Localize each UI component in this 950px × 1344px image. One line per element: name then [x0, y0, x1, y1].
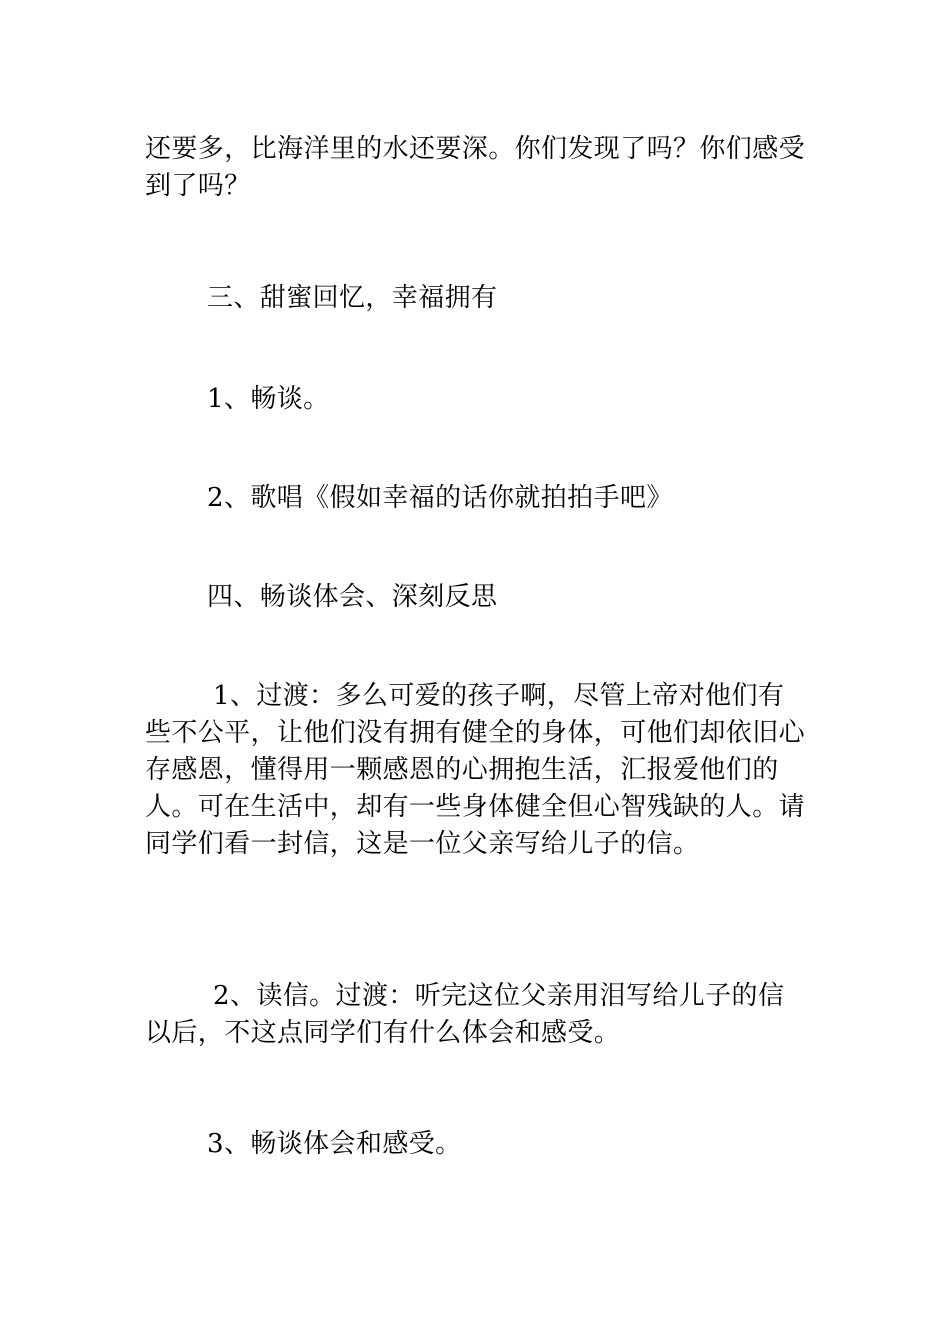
- section-heading-4: 四、畅谈体会、深刻反思: [207, 582, 498, 612]
- list-item-1-transition: 1、过渡：多么可爱的孩子啊，尽管上帝对他们有些不公平，让他们没有拥有健全的身体，可他们却依旧心存感恩，懂得用一颗感恩的心拥抱生活，汇报爱他们的人。可在生活中，却有一些身体健全但心智残缺的人。请同学们看一封信，这是一位父亲写给儿子的信。: [145, 681, 806, 859]
- list-item-1-chat: 1、畅谈。: [207, 384, 330, 414]
- list-item-2-read-letter: 2、读信。过渡：听完这位父亲用泪写给儿子的信以后，不这点同学们有什么体会和感受。: [145, 981, 785, 1048]
- list-item-2-sing: 2、歌唱《假如幸福的话你就拍拍手吧》: [207, 483, 673, 513]
- section-heading-3: 三、甜蜜回忆，幸福拥有: [207, 283, 498, 313]
- list-item-3-share: 3、畅谈体会和感受。: [207, 1129, 462, 1159]
- continued-paragraph: 还要多，比海洋里的水还要深。你们发现了吗？你们感受到了吗？: [145, 134, 806, 201]
